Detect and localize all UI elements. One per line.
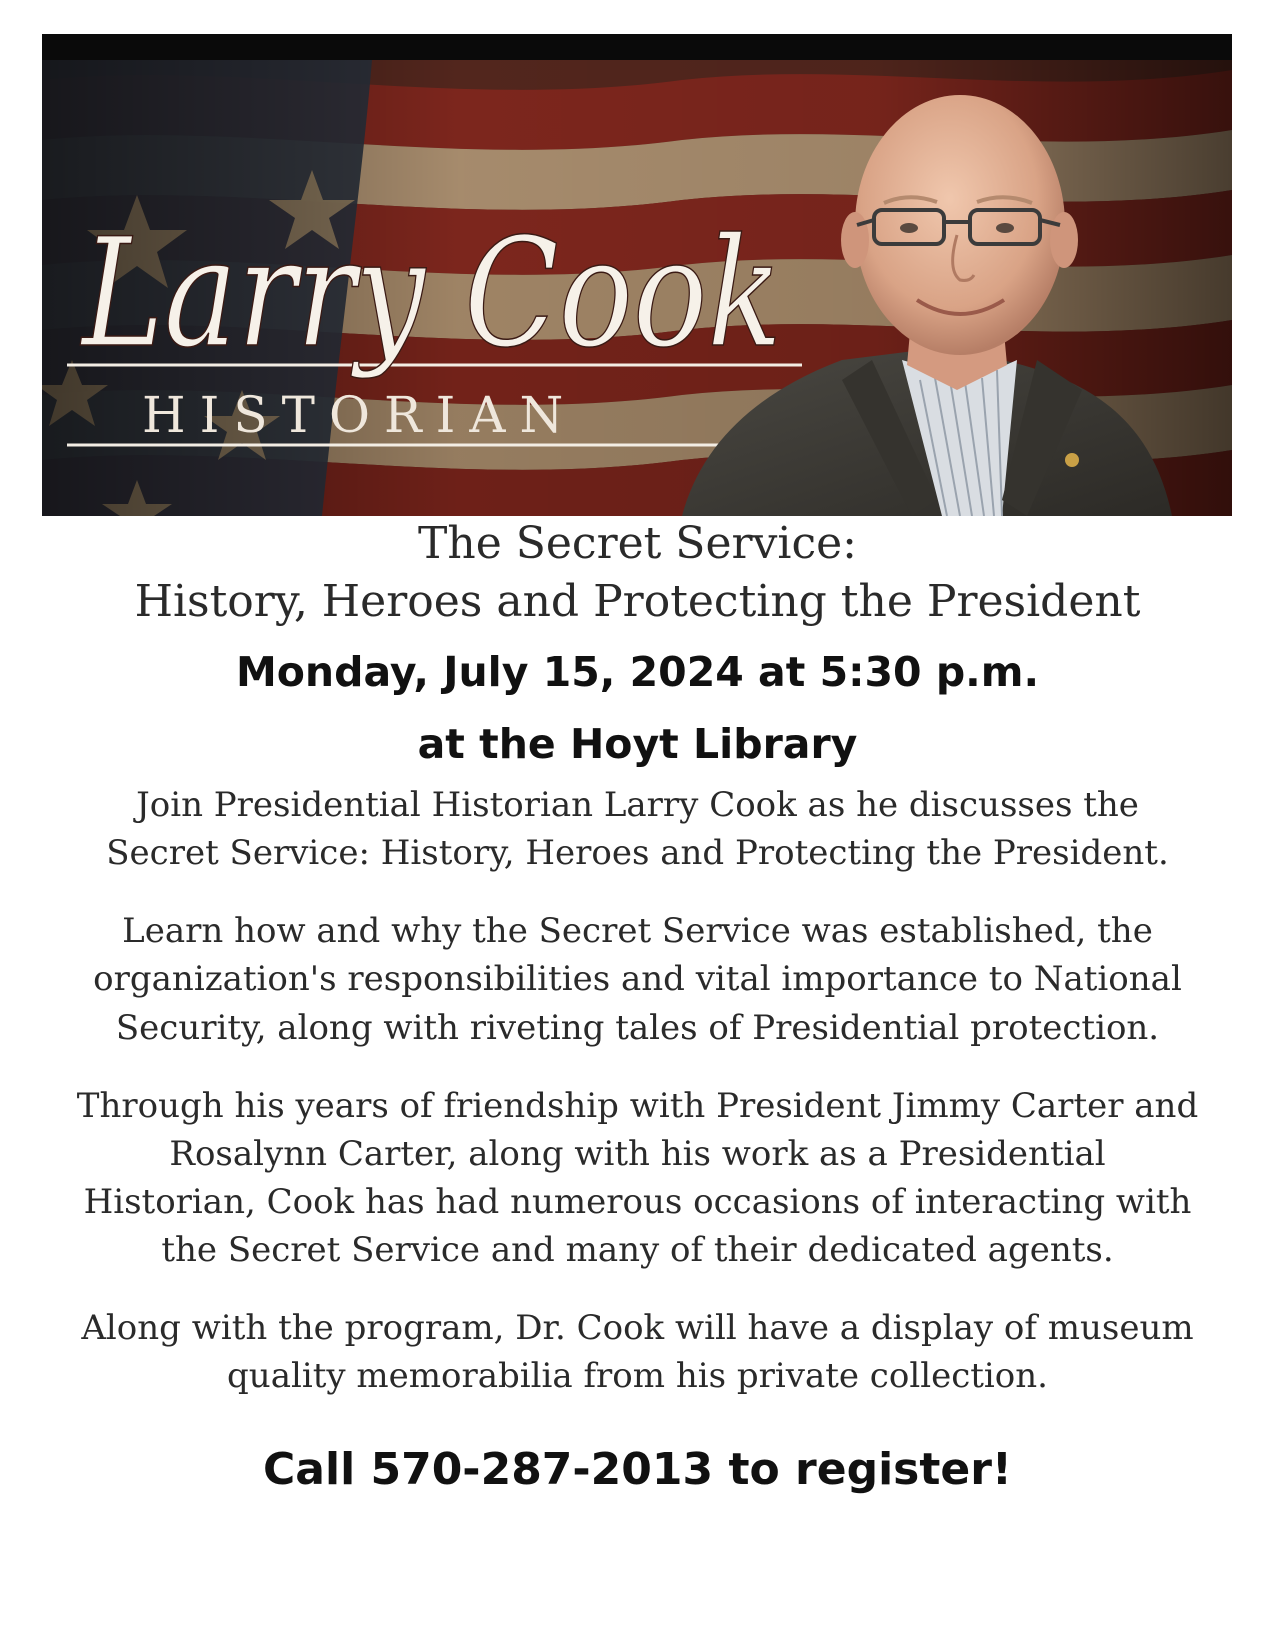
header-banner <box>42 34 1232 516</box>
event-title-line-2: History, Heroes and Protecting the President <box>134 576 1141 627</box>
paragraph-line: Learn how and why the Secret Service was established, the <box>122 911 1153 951</box>
logo-subtitle: HISTORIAN <box>142 386 578 444</box>
paragraph-line: Security, along with riveting tales of Presidential protection. <box>115 1008 1160 1048</box>
paragraph-line: organization's responsibilities and vital importance to National <box>93 959 1182 999</box>
register-call-to-action: Call 570-287-2013 to register! <box>263 1444 1012 1495</box>
paragraph-line: Rosalynn Carter, along with his work as a Presidential <box>169 1134 1106 1174</box>
paragraph-line: Historian, Cook has had numerous occasions of interacting with <box>83 1182 1192 1222</box>
paragraph-line: Secret Service: History, Heroes and Protecting the President. <box>106 833 1169 873</box>
event-location: at the Hoyt Library <box>417 720 858 768</box>
paragraph-line: Join Presidential Historian Larry Cook as he discusses the <box>136 785 1139 825</box>
banner-artwork <box>42 60 1232 516</box>
paragraph-line: quality memorabilia from his private collection. <box>227 1356 1048 1396</box>
paragraph-line: Through his years of friendship with President Jimmy Carter and <box>76 1086 1199 1126</box>
event-datetime: Monday, July 15, 2024 at 5:30 p.m. <box>235 648 1040 696</box>
logo-script-name: Larry Cook <box>79 207 782 381</box>
paragraph-line: the Secret Service and many of their dedicated agents. <box>161 1230 1114 1270</box>
paragraph-line: Along with the program, Dr. Cook will have a display of museum <box>81 1308 1194 1348</box>
event-title-line-1: The Secret Service: <box>418 518 857 569</box>
